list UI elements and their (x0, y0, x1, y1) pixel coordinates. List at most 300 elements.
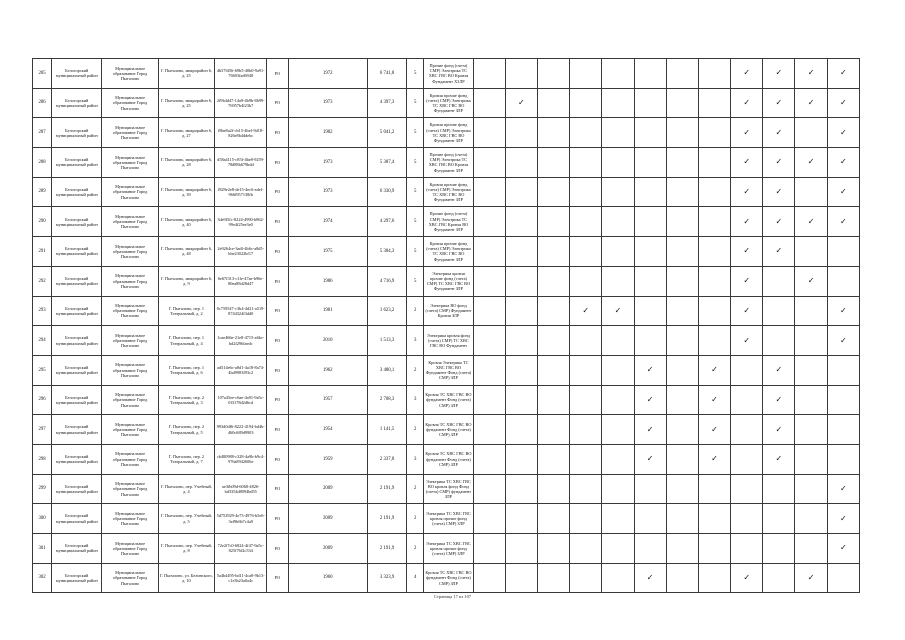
work-check-cell (731, 474, 763, 504)
check-mark-icon: ✓ (646, 394, 654, 404)
work-check-cell (731, 415, 763, 445)
work-check-cell (698, 385, 730, 415)
work-check-cell (505, 415, 537, 445)
work-check-cell (505, 207, 537, 237)
work-check-cell (537, 355, 569, 385)
work-check-cell (505, 385, 537, 415)
work-check-cell (795, 415, 827, 445)
work-check-cell (473, 88, 505, 118)
work-check-cell (570, 385, 602, 415)
work-check-cell (570, 207, 602, 237)
works-cell: Прочие фонд (счета) СМР) Электрика ТС ХВС ГВС ВО Кровля Фундамент Х3ЛР (424, 59, 473, 89)
row-number: 290 (33, 207, 52, 237)
address-cell: Г. Пыталово, микрорайон 6, д. 9 (158, 266, 214, 296)
area-cell: 5 384,3 (367, 237, 406, 267)
work-check-cell (634, 326, 666, 356)
work-check-cell (602, 534, 634, 564)
work-check-cell (827, 504, 859, 534)
work-check-cell (602, 207, 634, 237)
area-cell: 5 041,2 (367, 118, 406, 148)
table-row (33, 296, 860, 326)
work-check-cell (731, 296, 763, 326)
check-mark-icon: ✓ (743, 98, 751, 108)
type-cell: РО (267, 237, 288, 267)
work-check-cell (602, 444, 634, 474)
works-cell: Кровля ТС ХВС ГВС ВО фундамент Фонд (счета) СМР) ЗЛР (424, 415, 473, 445)
type-cell: РО (267, 326, 288, 356)
check-mark-icon: ✓ (775, 187, 783, 197)
work-check-cell (666, 237, 698, 267)
work-check-cell (537, 88, 569, 118)
work-check-cell (763, 326, 795, 356)
check-mark-icon: ✓ (839, 216, 847, 226)
floors-cell: 5 (407, 266, 424, 296)
work-check-cell (731, 563, 763, 593)
address-cell: Г. Пыталово, микрорайон 6, д. 40 (158, 207, 214, 237)
settlement-cell: Муниципальное образование Город Пыталово (102, 237, 158, 267)
work-check-cell (602, 326, 634, 356)
work-check-cell (537, 207, 569, 237)
table-row (33, 88, 860, 118)
area-cell: 6 330,9 (367, 177, 406, 207)
settlement-cell: Муниципальное образование Город Пыталово (102, 444, 158, 474)
work-check-cell (731, 326, 763, 356)
work-check-cell (570, 296, 602, 326)
guid-cell: 107a45ee-c6ae-4a91-9a5c-0f3178d2d6cd (215, 385, 267, 415)
work-check-cell (505, 177, 537, 207)
work-check-cell (698, 177, 730, 207)
work-check-cell (602, 118, 634, 148)
works-cell: Кровля ТС ХВС ГВС ВО фундамент Фонд (счета) СМР) ЗЛР (424, 385, 473, 415)
guid-cell: 993d0df6-8222-4194-bd4b-460c689d9903 (215, 415, 267, 445)
work-check-cell (698, 474, 730, 504)
guid-cell: f8be8a2f-cb15-4bef-9d18-826e8b4ddebc (215, 118, 267, 148)
work-check-cell (698, 118, 730, 148)
housing-registry-table (32, 58, 860, 593)
work-check-cell (570, 148, 602, 178)
work-check-cell (537, 148, 569, 178)
work-check-cell (570, 266, 602, 296)
check-mark-icon: ✓ (807, 276, 815, 286)
row-number: 300 (33, 504, 52, 534)
check-mark-icon: ✓ (582, 305, 590, 315)
table-body (33, 59, 860, 593)
table-row (33, 118, 860, 148)
work-check-cell (698, 237, 730, 267)
work-check-cell (505, 266, 537, 296)
district-cell: Белогорский муниципальный район (52, 474, 102, 504)
row-number: 299 (33, 474, 52, 504)
work-check-cell (827, 177, 859, 207)
district-cell: Белогорский муниципальный район (52, 415, 102, 445)
floors-cell: 2 (407, 504, 424, 534)
type-cell: РО (267, 534, 288, 564)
area-cell: 1 623,2 (367, 296, 406, 326)
guid-cell: 6e67f313-c1fe-47ae-b96e-80ea88d28d47 (215, 266, 267, 296)
work-check-cell (827, 296, 859, 326)
type-cell: РО (267, 207, 288, 237)
table-row (33, 534, 860, 564)
work-check-cell (505, 474, 537, 504)
work-check-cell (537, 118, 569, 148)
work-check-cell (666, 534, 698, 564)
floors-cell: 5 (407, 207, 424, 237)
work-check-cell (473, 563, 505, 593)
check-mark-icon: ✓ (807, 573, 815, 583)
row-number: 295 (33, 355, 52, 385)
work-check-cell (698, 563, 730, 593)
table-row (33, 444, 860, 474)
area-cell: 1 513,3 (367, 326, 406, 356)
work-check-cell (795, 266, 827, 296)
work-check-cell (666, 415, 698, 445)
work-check-cell (698, 355, 730, 385)
row-number: 302 (33, 563, 52, 593)
check-mark-icon: ✓ (743, 187, 751, 197)
work-check-cell (763, 59, 795, 89)
work-check-cell (602, 88, 634, 118)
guid-cell: 72e2f7c0-6824-4f47-9a5c-825f76f2c534 (215, 534, 267, 564)
work-check-cell (795, 534, 827, 564)
work-check-cell (763, 534, 795, 564)
work-check-cell (634, 385, 666, 415)
year-cell: 2009 (288, 534, 367, 564)
work-check-cell (634, 563, 666, 593)
work-check-cell (666, 207, 698, 237)
row-number: 287 (33, 118, 52, 148)
check-mark-icon: ✓ (646, 424, 654, 434)
work-check-cell (763, 474, 795, 504)
floors-cell: 5 (407, 88, 424, 118)
work-check-cell (827, 355, 859, 385)
type-cell: РО (267, 385, 288, 415)
work-check-cell (634, 355, 666, 385)
area-cell: 2 191,9 (367, 504, 406, 534)
address-cell: Г. Пыталово, микрорайон 6, д. 48 (158, 237, 214, 267)
area-cell: 4 297,6 (367, 207, 406, 237)
work-check-cell (570, 474, 602, 504)
work-check-cell (473, 59, 505, 89)
work-check-cell (570, 326, 602, 356)
floors-cell: 5 (407, 148, 424, 178)
work-check-cell (634, 534, 666, 564)
check-mark-icon: ✓ (775, 127, 783, 137)
work-check-cell (795, 504, 827, 534)
check-mark-icon: ✓ (775, 98, 783, 108)
year-cell: 1986 (288, 266, 367, 296)
row-number: 301 (33, 534, 52, 564)
work-check-cell (666, 444, 698, 474)
area-cell: 4 397,3 (367, 88, 406, 118)
row-number: 297 (33, 415, 52, 445)
check-mark-icon: ✓ (711, 454, 718, 464)
work-check-cell (666, 88, 698, 118)
work-check-cell (505, 148, 537, 178)
check-mark-icon: ✓ (775, 365, 783, 375)
work-check-cell (570, 563, 602, 593)
work-check-cell (602, 237, 634, 267)
work-check-cell (795, 444, 827, 474)
work-check-cell (698, 59, 730, 89)
settlement-cell: Муниципальное образование Город Пыталово (102, 266, 158, 296)
table-row (33, 237, 860, 267)
check-mark-icon: ✓ (743, 573, 751, 583)
check-mark-icon: ✓ (807, 216, 815, 226)
type-cell: РО (267, 266, 288, 296)
work-check-cell (731, 534, 763, 564)
guid-cell: 4b576f56-69b5-40b0-9a91-76603fad6940 (215, 59, 267, 89)
check-mark-icon: ✓ (711, 365, 718, 375)
table-row (33, 326, 860, 356)
year-cell: 1973 (288, 148, 367, 178)
work-check-cell (666, 385, 698, 415)
work-check-cell (634, 237, 666, 267)
address-cell: Г. Пыталово, ул. Белинского, д. 10 (158, 563, 214, 593)
check-mark-icon: ✓ (743, 68, 751, 78)
work-check-cell (763, 415, 795, 445)
work-check-cell (698, 296, 730, 326)
district-cell: Белогорский муниципальный район (52, 88, 102, 118)
type-cell: РО (267, 59, 288, 89)
type-cell: РО (267, 88, 288, 118)
work-check-cell (666, 148, 698, 178)
works-cell: Прочие фонд (счета) СМР) Электрика ТС ХВС ГВС Кровля ВО Фундамент ЗЛР (424, 207, 473, 237)
work-check-cell (602, 563, 634, 593)
area-cell: 2 191,9 (367, 534, 406, 564)
district-cell: Белогорский муниципальный район (52, 266, 102, 296)
area-cell: 2 337,8 (367, 444, 406, 474)
work-check-cell (666, 118, 698, 148)
row-number: 289 (33, 177, 52, 207)
work-check-cell (731, 148, 763, 178)
work-check-cell (698, 88, 730, 118)
work-check-cell (634, 59, 666, 89)
work-check-cell (473, 474, 505, 504)
work-check-cell (570, 355, 602, 385)
work-check-cell (731, 207, 763, 237)
work-check-cell (473, 296, 505, 326)
work-check-cell (505, 355, 537, 385)
floors-cell: 5 (407, 118, 424, 148)
district-cell: Белогорский муниципальный район (52, 207, 102, 237)
work-check-cell (634, 118, 666, 148)
work-check-cell (505, 296, 537, 326)
work-check-cell (763, 444, 795, 474)
guid-cell: cb480988-c328-4a9b-b9c4-976a8942606e (215, 444, 267, 474)
floors-cell: 4 (407, 563, 424, 593)
work-check-cell (570, 118, 602, 148)
area-cell: 2 191,9 (367, 474, 406, 504)
check-mark-icon: ✓ (518, 98, 525, 108)
work-check-cell (731, 59, 763, 89)
area-cell: 5 387,4 (367, 148, 406, 178)
work-check-cell (602, 385, 634, 415)
area-cell: 6 741,8 (367, 59, 406, 89)
year-cell: 2010 (288, 326, 367, 356)
work-check-cell (827, 88, 859, 118)
work-check-cell (473, 415, 505, 445)
address-cell: Г. Пыталово, микрорайон 6, д. 25 (158, 88, 214, 118)
type-cell: РО (267, 177, 288, 207)
works-cell: Электрика ТС ХВС ГВС кровля прочие фонд (счета) СМР) ЗЛР (424, 504, 473, 534)
works-cell: Электрика ТС ХВС ГВС ВО кровля фонд Фонд (счета) СМР) фундамент ЗЛР (424, 474, 473, 504)
address-cell: Г. Пыталово, пер. Учебный, д. 4 (158, 474, 214, 504)
work-check-cell (763, 385, 795, 415)
work-check-cell (763, 88, 795, 118)
table-row (33, 177, 860, 207)
district-cell: Белогорский муниципальный район (52, 385, 102, 415)
work-check-cell (763, 118, 795, 148)
year-cell: 2009 (288, 504, 367, 534)
settlement-cell: Муниципальное образование Город Пыталово (102, 59, 158, 89)
table-row (33, 563, 860, 593)
district-cell: Белогорский муниципальный район (52, 355, 102, 385)
row-number: 293 (33, 296, 52, 326)
settlement-cell: Муниципальное образование Город Пыталово (102, 296, 158, 326)
work-check-cell (634, 504, 666, 534)
address-cell: Г. Пыталово, пер. Учебный, д. 5 (158, 504, 214, 534)
type-cell: РО (267, 296, 288, 326)
settlement-cell: Муниципальное образование Город Пыталово (102, 355, 158, 385)
work-check-cell (570, 59, 602, 89)
district-cell: Белогорский муниципальный район (52, 296, 102, 326)
check-mark-icon: ✓ (839, 157, 847, 167)
work-check-cell (666, 474, 698, 504)
floors-cell: 2 (407, 415, 424, 445)
guid-cell: 1cae466e-21e8-4715-a6bc-bd2f296faedc (215, 326, 267, 356)
work-check-cell (473, 444, 505, 474)
work-check-cell (698, 504, 730, 534)
work-check-cell (827, 266, 859, 296)
district-cell: Белогорский муниципальный район (52, 326, 102, 356)
address-cell: Г. Пыталово, пер. 2 Театральный, д. 5 (158, 415, 214, 445)
work-check-cell (473, 118, 505, 148)
work-check-cell (827, 444, 859, 474)
work-check-cell (473, 207, 505, 237)
page-footer: Страница 17 из 107 (433, 594, 472, 599)
table-row (33, 415, 860, 445)
work-check-cell (763, 237, 795, 267)
year-cell: 1982 (288, 118, 367, 148)
year-cell: 1975 (288, 237, 367, 267)
works-cell: Кровля ТС ХВС ГВС ВО фундамент Фонд (счета) СМР) ЗЛР (424, 444, 473, 474)
district-cell: Белогорский муниципальный район (52, 118, 102, 148)
work-check-cell (731, 504, 763, 534)
work-check-cell (827, 118, 859, 148)
district-cell: Белогорский муниципальный район (52, 504, 102, 534)
work-check-cell (795, 88, 827, 118)
check-mark-icon: ✓ (743, 335, 751, 345)
work-check-cell (763, 296, 795, 326)
guid-cell: 5d752929-4e73-4976-b5e6-3ef9b6b7c4a9 (215, 504, 267, 534)
type-cell: РО (267, 355, 288, 385)
check-mark-icon: ✓ (839, 335, 847, 345)
year-cell: 1974 (288, 207, 367, 237)
work-check-cell (698, 326, 730, 356)
work-check-cell (795, 177, 827, 207)
check-mark-icon: ✓ (775, 424, 783, 434)
settlement-cell: Муниципальное образование Город Пыталово (102, 385, 158, 415)
work-check-cell (537, 326, 569, 356)
type-cell: РО (267, 118, 288, 148)
work-check-cell (827, 415, 859, 445)
work-check-cell (537, 385, 569, 415)
work-check-cell (570, 444, 602, 474)
work-check-cell (827, 326, 859, 356)
check-mark-icon: ✓ (775, 394, 783, 404)
work-check-cell (698, 415, 730, 445)
work-check-cell (505, 88, 537, 118)
work-check-cell (634, 415, 666, 445)
work-check-cell (473, 534, 505, 564)
row-number: 298 (33, 444, 52, 474)
work-check-cell (505, 504, 537, 534)
work-check-cell (666, 355, 698, 385)
work-check-cell (602, 296, 634, 326)
settlement-cell: Муниципальное образование Город Пыталово (102, 118, 158, 148)
work-check-cell (634, 266, 666, 296)
row-number: 286 (33, 88, 52, 118)
work-check-cell (505, 59, 537, 89)
floors-cell: 2 (407, 474, 424, 504)
work-check-cell (795, 118, 827, 148)
floors-cell: 5 (407, 237, 424, 267)
year-cell: 1960 (288, 563, 367, 593)
work-check-cell (795, 563, 827, 593)
works-cell: Прочие фонд (счета) СМР) Электрика ТС ХВС ГВС ВО Кровля Фундамент ЗЛР (424, 148, 473, 178)
settlement-cell: Муниципальное образование Город Пыталово (102, 563, 158, 593)
check-mark-icon: ✓ (775, 454, 783, 464)
work-check-cell (570, 534, 602, 564)
work-check-cell (795, 385, 827, 415)
settlement-cell: Муниципальное образование Город Пыталово (102, 88, 158, 118)
address-cell: Г. Пыталово, пер. Учебный, д. 8 (158, 534, 214, 564)
work-check-cell (666, 563, 698, 593)
year-cell: 1962 (288, 355, 367, 385)
check-mark-icon: ✓ (646, 573, 654, 583)
district-cell: Белогорский муниципальный район (52, 177, 102, 207)
check-mark-icon: ✓ (775, 216, 783, 226)
work-check-cell (731, 266, 763, 296)
works-cell: Электрика кровля прочие фонд (счета) СМР) ТС ХВС ГВС ВО Фундамент ЗЛР (424, 266, 473, 296)
work-check-cell (634, 296, 666, 326)
district-cell: Белогорский муниципальный район (52, 563, 102, 593)
work-check-cell (666, 326, 698, 356)
work-check-cell (763, 355, 795, 385)
floors-cell: 2 (407, 355, 424, 385)
work-check-cell (537, 266, 569, 296)
table-row (33, 148, 860, 178)
address-cell: Г. Пыталово, микрорайон 6, д. 27 (158, 118, 214, 148)
guid-cell: 2f9b4d47-14a9-4b9b-8699-76957b4f23b7 (215, 88, 267, 118)
year-cell: 1981 (288, 296, 367, 326)
work-check-cell (634, 474, 666, 504)
work-check-cell (763, 207, 795, 237)
work-check-cell (731, 355, 763, 385)
work-check-cell (827, 59, 859, 89)
type-cell: РО (267, 504, 288, 534)
row-number: 291 (33, 237, 52, 267)
guid-cell: 5a4b4495-bd11-4ca8-9b13-c1e3b23a0a4c (215, 563, 267, 593)
work-check-cell (602, 415, 634, 445)
guid-cell: 3de9f5fc-8224-4990-b862-99e4f25ee3e0 (215, 207, 267, 237)
area-cell: 1 141,5 (367, 415, 406, 445)
check-mark-icon: ✓ (711, 424, 718, 434)
work-check-cell (473, 148, 505, 178)
work-check-cell (634, 177, 666, 207)
works-cell: Кровля ТС ХВС ГВС ВО фундамент Фонд (счета) СМР) ЗЛР (424, 563, 473, 593)
year-cell: 1959 (288, 444, 367, 474)
